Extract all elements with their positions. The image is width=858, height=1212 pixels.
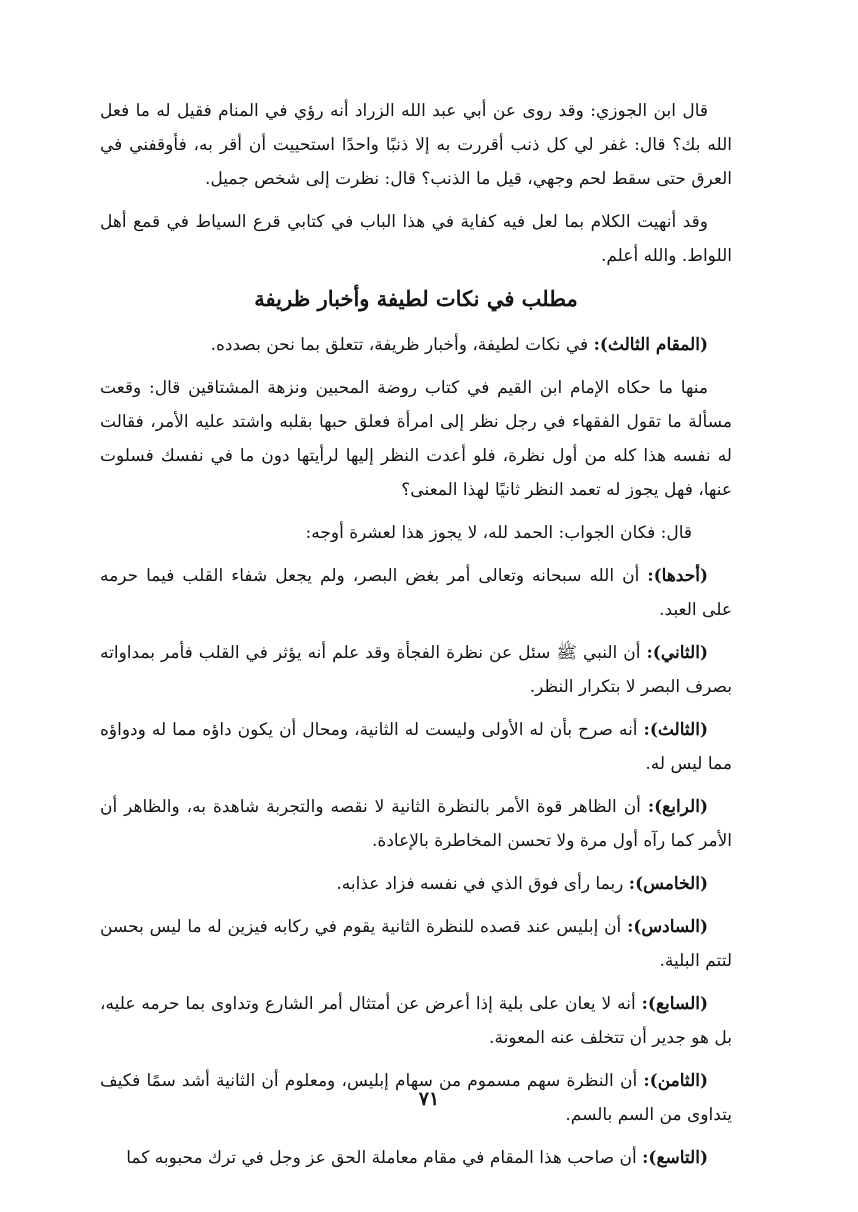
point-1-heading: (أحدها): <box>647 566 708 586</box>
point-9-text: أن صاحب هذا المقام في مقام معاملة الحق عز وجل في ترك محبوبه كما <box>126 1148 637 1168</box>
section-title: مطلب في نكات لطيفة وأخبار ظريفة <box>254 286 578 311</box>
point-1-text: أن الله سبحانه وتعالى أمر بغض البصر، ولم يجعل شفاء القلب فيما حرمه على العبد. <box>100 566 732 620</box>
point-1 <box>100 559 732 627</box>
closing-remark-paragraph: وقد أنهيت الكلام بما لعل فيه كفاية في هذا الباب في كتابي قرع السياط في قمع أهل اللواط. والله أعلم. <box>100 212 732 266</box>
maqam-heading: (المقام الثالث): <box>593 335 708 355</box>
point-6-text: أن إبليس عند قصده للنظرة الثانية يقوم في ركابه فيزين له ما ليس بحسن لتتم البلية. <box>100 917 732 971</box>
point-8-heading: (الثامن): <box>643 1071 709 1091</box>
page-number: ٧١ <box>418 1088 440 1110</box>
point-4 <box>100 790 732 858</box>
point-3 <box>100 713 732 781</box>
maqam-paragraph <box>100 328 732 362</box>
ibn-al-jawzi-paragraph: قال ابن الجوزي: وقد روى عن أبي عبد الله الزراد أنه رؤي في المنام فقيل له ما فعل الله بك؟ قال: غفر لي كل ذنب أقررت به إلا ذنبًا واحدًا استحييت أن أقر به، فأوقفني في العرق حتى سقط لحم وجهي، قيل ما الذنب؟ قال: نظرت إلى شخص جميل. <box>100 101 732 189</box>
document-page <box>100 94 732 1184</box>
point-9-heading: (التاسع): <box>642 1148 708 1168</box>
point-5 <box>100 867 732 901</box>
point-4-heading: (الرابع): <box>647 797 709 817</box>
point-3-text: أنه صرح بأن له الأولى وليست له الثانية، ومحال أن يكون داؤه مما له ودواؤه مما ليس له. <box>100 720 732 774</box>
point-4-text: أن الظاهر قوة الأمر بالنظرة الثانية لا نقصه والتجربة شاهدة به، والظاهر أن الأمر كما رآه أول مرة ولا تحسن المخاطرة بالإعادة. <box>100 797 732 851</box>
point-2-heading: (الثاني): <box>646 643 708 663</box>
point-9 <box>100 1141 732 1175</box>
answer-paragraph: قال: فكان الجواب: الحمد لله، لا يجوز هذا لعشرة أوجه: <box>305 523 692 543</box>
point-7-heading: (السابع): <box>641 994 709 1014</box>
point-5-text: ربما رأى فوق الذي في نفسه فزاد عذابه. <box>336 874 624 894</box>
story-paragraph: منها ما حكاه الإمام ابن القيم في كتاب روضة المحبين ونزهة المشتاقين قال: وقعت مسألة ما تقول الفقهاء في رجل نظر إلى امرأة فعلق حبها بقلبه واشتد عليه الأمر، فقالت له نفسه هذا كله من أول نظرة، فلو أعدت النظر إليها لرأيتها دون ما في نفسك فسلوت عنها، فهل يجوز له تعمد النظر ثانيًا لهذا المعنى؟ <box>100 378 732 500</box>
point-2 <box>100 636 732 704</box>
point-5-heading: (الخامس): <box>628 874 708 894</box>
point-7-text: أنه لا يعان على بلية إذا أعرض عن أمتثال أمر الشارع وتداوى بما حرمه عليه، بل هو جدير أن تتخلف عنه المعونة. <box>100 994 732 1048</box>
point-2-text: أن النبي ﷺ سئل عن نظرة الفجأة وقد علم أنه يؤثر في القلب فأمر بمداواته بصرف البصر لا بتكرار النظر. <box>100 643 732 697</box>
point-7 <box>100 987 732 1055</box>
point-3-heading: (الثالث): <box>643 720 708 740</box>
point-6-heading: (السادس): <box>627 917 709 937</box>
maqam-text: في نكات لطيفة، وأخبار ظريفة، تتعلق بما نحن بصدده. <box>210 335 589 355</box>
point-8-text: أن النظرة سهم مسموم من سهام إبليس، ومعلوم أن الثانية أشد سمًا فكيف يتداوى من السم بالسم. <box>100 1071 732 1125</box>
point-6 <box>100 910 732 978</box>
